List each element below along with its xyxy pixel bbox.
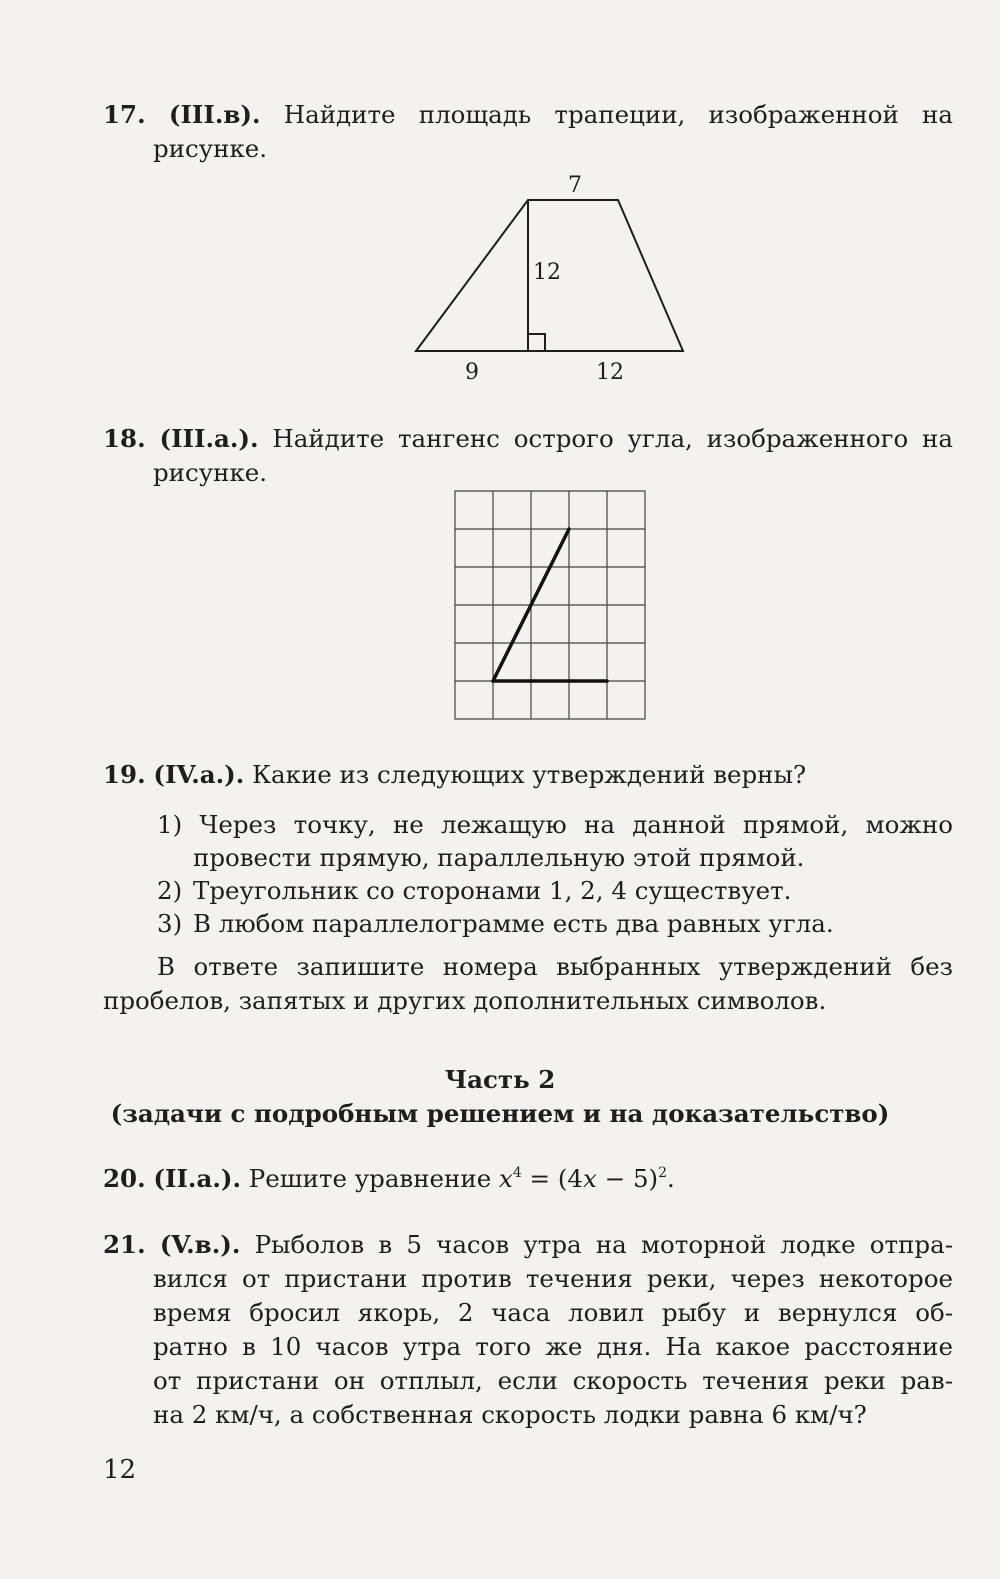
problem-21-line3: время бросил якорь, 2 часа ловил рыбу и вернулся об- xyxy=(153,1298,953,1327)
part-subtitle: (задачи с подробным решением и на доказательство) xyxy=(110,1099,890,1128)
problem-number: 17. xyxy=(103,100,146,129)
problem-number: 19. xyxy=(103,760,146,789)
label-top-base: 7 xyxy=(568,173,582,198)
equation: $x^4 = (4x - 5)^2$. xyxy=(499,1164,675,1193)
part-title: Часть 2 xyxy=(444,1065,556,1094)
problem-level: (III.а.). xyxy=(159,424,259,453)
problem-21-line1 xyxy=(103,1228,953,1262)
problem-number: 21. xyxy=(103,1230,146,1259)
label-bottom-left: 9 xyxy=(465,360,479,385)
problem-19-note xyxy=(103,950,953,1018)
problem-text: Решите уравнение xyxy=(248,1164,492,1193)
statement-3 xyxy=(157,907,953,940)
problem-18-line2: рисунке. xyxy=(153,458,268,487)
problem-17-line1 xyxy=(103,98,953,132)
statement-text: В любом параллелограмме есть два равных угла. xyxy=(193,909,834,938)
statement-2 xyxy=(157,874,953,907)
note-line2: пробелов, запятых и других дополнительных символов. xyxy=(103,986,827,1015)
statement-text-cont: провести прямую, параллельную этой прямой. xyxy=(193,843,805,872)
right-angle-mark xyxy=(528,334,545,351)
problem-21-line2: вился от пристани против течения реки, через некоторое xyxy=(153,1264,953,1293)
problem-level: (V.в.). xyxy=(159,1230,241,1259)
problem-19 xyxy=(103,758,953,792)
problem-21-line6: на 2 км/ч, а собственная скорость лодки равна 6 км/ч? xyxy=(153,1400,867,1429)
problem-text: Какие из следующих утверждений верны? xyxy=(252,760,807,789)
note-line1: В ответе запишите номера выбранных утверждений без xyxy=(157,952,953,981)
statement-number: 1) xyxy=(157,810,183,839)
statement-number: 2) xyxy=(157,876,183,905)
problem-18 xyxy=(103,422,953,490)
problem-level: (II.а.). xyxy=(153,1164,241,1193)
page-number: 12 xyxy=(103,1455,137,1485)
trapezoid-figure xyxy=(400,168,700,388)
problem-21-line5: от пристани он отплыл, если скорость течения реки рав- xyxy=(153,1366,953,1395)
problem-20 xyxy=(103,1162,953,1196)
statement-1 xyxy=(157,808,953,874)
problem-number: 18. xyxy=(103,424,146,453)
problem-17 xyxy=(103,98,953,166)
problem-text: Найдите площадь трапеции, изображенной на xyxy=(283,100,953,129)
problem-level: (III.в). xyxy=(168,100,261,129)
problem-17-line2: рисунке. xyxy=(153,134,268,163)
problem-21-line4: ратно в 10 часов утра того же дня. На какое расстояние xyxy=(153,1332,953,1361)
statement-text: Через точку, не лежащую на данной прямой, можно xyxy=(199,810,953,839)
statement-text: Треугольник со сторонами 1, 2, 4 существует. xyxy=(193,876,792,905)
problem-number: 20. xyxy=(103,1164,146,1193)
statement-number: 3) xyxy=(157,909,183,938)
angle-grid-figure xyxy=(450,486,650,726)
label-bottom-right: 12 xyxy=(596,360,624,385)
problem-21 xyxy=(103,1228,953,1432)
label-height: 12 xyxy=(533,260,561,285)
problem-text: Рыболов в 5 часов утра на моторной лодке отпра- xyxy=(254,1230,953,1259)
problem-18-line1 xyxy=(103,422,953,456)
problem-text: Найдите тангенс острого угла, изображенного на xyxy=(272,424,953,453)
problem-level: (IV.а.). xyxy=(153,760,245,789)
